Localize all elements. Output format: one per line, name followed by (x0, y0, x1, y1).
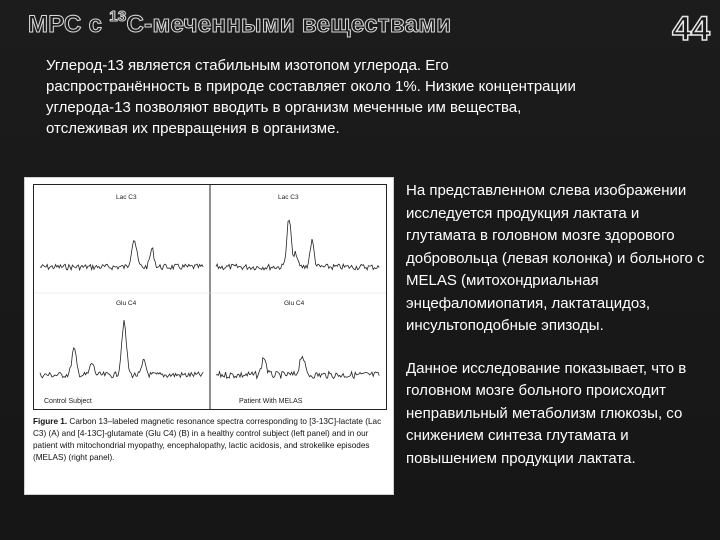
spectra-figure (24, 177, 394, 495)
slide-title (28, 10, 451, 39)
label-glu-right: Glu C4 (284, 300, 305, 307)
right-paragraph-2: Данное исследование показывает, что в головном мозге больного происходит неправильный метаболизм глюкозы, со снижением синтеза глутамата и повышением продукции лактата. (406, 359, 687, 467)
title-prefix: МРС с (28, 11, 110, 38)
label-lac-right: Lac C3 (278, 194, 299, 201)
spectrum-glutamate-control (40, 320, 203, 378)
spectrum-lactate-control (40, 241, 203, 270)
title-suffix: С-меченными веществами (126, 11, 452, 38)
right-description (406, 180, 706, 490)
intro-paragraph: Углерод-13 является стабильным изотопом углерода. Его распространённость в природе составляет около 1%. Низкие концентрации углерода-13 позволяют вводить в организм меченные им вещества, отслеживая их превращения в организме. (46, 57, 576, 137)
spectrum-lactate-melas (216, 220, 379, 270)
title-superscript: 13 (109, 8, 127, 25)
label-glu-left: Glu C4 (116, 300, 137, 307)
slide-number: 44 (672, 10, 710, 48)
right-paragraph-1: На представленном слева изображении исследуется продукция лактата и глутамата в головном мозге здорового добровольца (левая колонка) и больного с MELAS (митохондриальная энцефаломиопатия, лактатацидоз, инсультоподобные эпизоды. (406, 182, 705, 334)
figure-caption (33, 416, 387, 464)
label-patient-melas: Patient With MELAS (239, 398, 303, 405)
spectra-svg (34, 185, 386, 409)
label-lac-left: Lac C3 (116, 194, 137, 201)
spectra-plots (33, 184, 387, 410)
label-control-subject: Control Subject (44, 398, 92, 405)
caption-bold: Figure 1. (33, 417, 68, 426)
spectrum-glutamate-melas (216, 356, 379, 378)
caption-text: Carbon 13–labeled magnetic resonance spectra corresponding to [3-13C]-lactate (Lac C3) (A) and [4-13C]-glutamate (Glu C4) (B) in a healthy control subject (left panel) and in our patient with mitochondrial myopathy, encephalopathy, lactic acidosis, and strokelike episodes (MELAS) (right panel). (33, 417, 382, 462)
